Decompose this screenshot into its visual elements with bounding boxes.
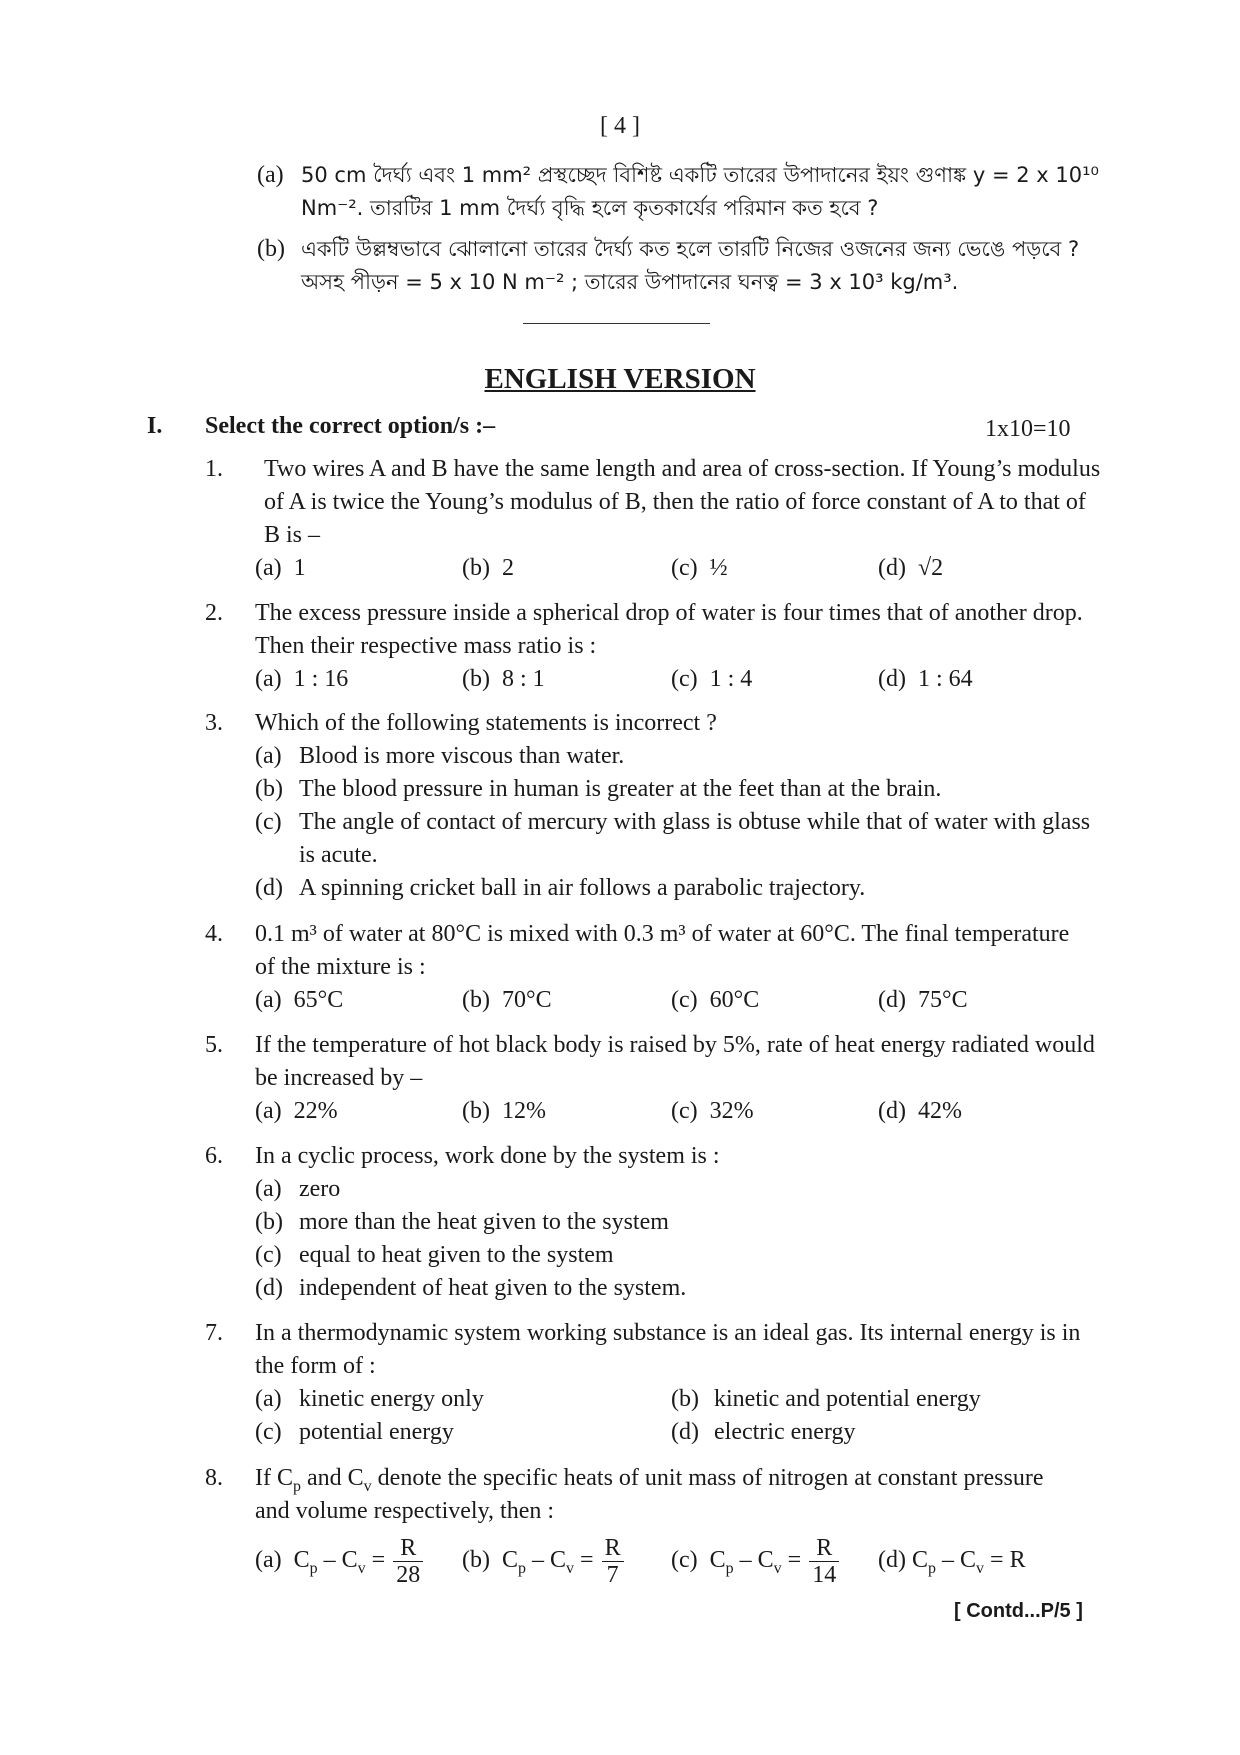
q8-option-a: (a) $C_p - C_v$ = $\frac{R}{28}$	[255, 1530, 425, 1599]
q8-c-fraction: $\frac{R}{14}$	[809, 1535, 839, 1588]
q7-line2: the form of :	[255, 1353, 376, 1379]
q4-option-c: (c) 60°C	[671, 987, 760, 1013]
q1-line2: of A is twice the Young’s modulus of B, then the ratio of force constant of A to that of	[264, 489, 1086, 515]
q8-option-b: (b) $C_p - C_v$ = $\frac{R}{7}$	[462, 1530, 626, 1599]
bengali-b-line2: অসহ পীড়ন = 5 x 10 N m⁻² ; তারের উপাদানের ঘনত্ব = 3 x 10³ kg/m³.	[301, 270, 959, 294]
q6-option-b-label: (b)	[255, 1209, 283, 1235]
q6-option-c: equal to heat given to the system	[299, 1242, 614, 1268]
q8-line2: and volume respectively, then :	[255, 1498, 555, 1524]
q6-option-a-label: (a)	[255, 1176, 282, 1202]
section-title: Select the correct option/s :–	[205, 413, 496, 439]
q7-option-c: potential energy	[299, 1419, 454, 1445]
q6-number: 6.	[205, 1143, 223, 1169]
q7-number: 7.	[205, 1320, 223, 1346]
q7-option-a: kinetic energy only	[299, 1386, 484, 1412]
continued-footer: [ Contd...P/5 ]	[954, 1600, 1083, 1622]
q7-option-b: kinetic and potential energy	[714, 1386, 981, 1412]
q3-option-b: The blood pressure in human is greater at the feet than at the brain.	[299, 776, 942, 802]
section-roman: I.	[147, 413, 163, 439]
q8-a-fraction: $\frac{R}{28}$	[393, 1535, 423, 1588]
q5-option-c: (c) 32%	[671, 1098, 754, 1124]
q5-option-b: (b) 12%	[462, 1098, 546, 1124]
q2-line1: The excess pressure inside a spherical drop of water is four times that of another drop.	[255, 600, 1083, 626]
q3-option-d: A spinning cricket ball in air follows a parabolic trajectory.	[299, 875, 866, 901]
bengali-a-line1: 50 cm দৈর্ঘ্য এবং 1 mm² প্রস্থচ্ছেদ বিশিষ্ট একটি তারের উপাদানের ইয়ং গুণাঙ্ক y = 2 x 10¹⁰	[301, 163, 1099, 187]
q1-option-c: (c) ½	[671, 555, 728, 581]
q3-option-a: Blood is more viscous than water.	[299, 743, 625, 769]
q2-line2: Then their respective mass ratio is :	[255, 633, 597, 659]
bengali-a-label: (a)	[257, 162, 284, 188]
q4-option-b: (b) 70°C	[462, 987, 552, 1013]
q5-option-a: (a) 22%	[255, 1098, 338, 1124]
bengali-b-line1: একটি উল্লম্বভাবে ঝোলানো তারের দৈর্ঘ্য কত হলে তারটি নিজের ওজনের জন্য ভেঙে পড়বে ?	[301, 237, 1080, 261]
q3-option-b-label: (b)	[255, 776, 283, 802]
q6-option-d: independent of heat given to the system.	[299, 1275, 687, 1301]
q6-option-d-label: (d)	[255, 1275, 283, 1301]
q4-option-a: (a) 65°C	[255, 987, 344, 1013]
q7-option-d-label: (d)	[671, 1419, 699, 1445]
page-number: [ 4 ]	[600, 113, 640, 139]
q5-number: 5.	[205, 1032, 223, 1058]
q6-option-c-label: (c)	[255, 1242, 282, 1268]
q3-number: 3.	[205, 710, 223, 736]
q2-option-d: (d) 1 : 64	[878, 666, 973, 692]
q3-option-d-label: (d)	[255, 875, 283, 901]
q2-option-c: (c) 1 : 4	[671, 666, 753, 692]
q4-line1: 0.1 m³ of water at 80°C is mixed with 0.3 m³ of water at 60°C. The final temperature	[255, 921, 1070, 947]
q7-option-b-label: (b)	[671, 1386, 699, 1412]
bengali-a-line2: Nm⁻². তারটির 1 mm দৈর্ঘ্য বৃদ্ধি হলে কৃতকার্যের পরিমান কত হবে ?	[301, 196, 879, 220]
q8-b-fraction: $\frac{R}{7}$	[602, 1535, 624, 1588]
q1-option-a: (a) 1	[255, 555, 306, 581]
q6-option-b: more than the heat given to the system	[299, 1209, 669, 1235]
q8-number: 8.	[205, 1465, 223, 1491]
q7-option-c-label: (c)	[255, 1419, 282, 1445]
q2-option-a: (a) 1 : 16	[255, 666, 349, 692]
q7-option-a-label: (a)	[255, 1386, 282, 1412]
section-heading: ENGLISH VERSION	[484, 363, 756, 395]
q2-option-b: (b) 8 : 1	[462, 666, 545, 692]
q6-line1: In a cyclic process, work done by the system is :	[255, 1143, 720, 1169]
divider-rule	[523, 323, 710, 324]
q1-option-b: (b) 2	[462, 555, 514, 581]
q5-option-d: (d) 42%	[878, 1098, 962, 1124]
q2-number: 2.	[205, 600, 223, 626]
q1-line1: Two wires A and B have the same length and area of cross-section. If Young’s modulus	[264, 456, 1101, 482]
q4-option-d: (d) 75°C	[878, 987, 968, 1013]
q1-number: 1.	[205, 456, 223, 482]
q3-option-c-line2: is acute.	[299, 842, 378, 868]
q3-option-c-label: (c)	[255, 809, 282, 835]
q1-option-d: (d) √2	[878, 555, 944, 581]
q8-option-c: (c) $C_p - C_v$ = $\frac{R}{14}$	[671, 1530, 841, 1599]
q8-line1: If $C_p$ and $C_v$ denote the specific heats of unit mass of nitrogen at constant pressure	[255, 1465, 1044, 1495]
section-marks: 1x10=10	[985, 416, 1071, 442]
q3-option-c-line1: The angle of contact of mercury with glass is obtuse while that of water with glass	[299, 809, 1091, 835]
q1-line3: B is –	[264, 522, 321, 548]
bengali-b-label: (b)	[257, 236, 285, 262]
q5-line2: be increased by –	[255, 1065, 423, 1091]
q3-line1: Which of the following statements is incorrect ?	[255, 710, 717, 736]
q7-option-d: electric energy	[714, 1419, 856, 1445]
q8-option-d: (d) $C_p - C_v = R$	[878, 1547, 1026, 1577]
q7-line1: In a thermodynamic system working substance is an ideal gas. Its internal energy is in	[255, 1320, 1081, 1346]
q4-number: 4.	[205, 921, 223, 947]
q4-line2: of the mixture is :	[255, 954, 426, 980]
q3-option-a-label: (a)	[255, 743, 282, 769]
q6-option-a: zero	[299, 1176, 341, 1202]
q5-line1: If the temperature of hot black body is raised by 5%, rate of heat energy radiated would	[255, 1032, 1095, 1058]
